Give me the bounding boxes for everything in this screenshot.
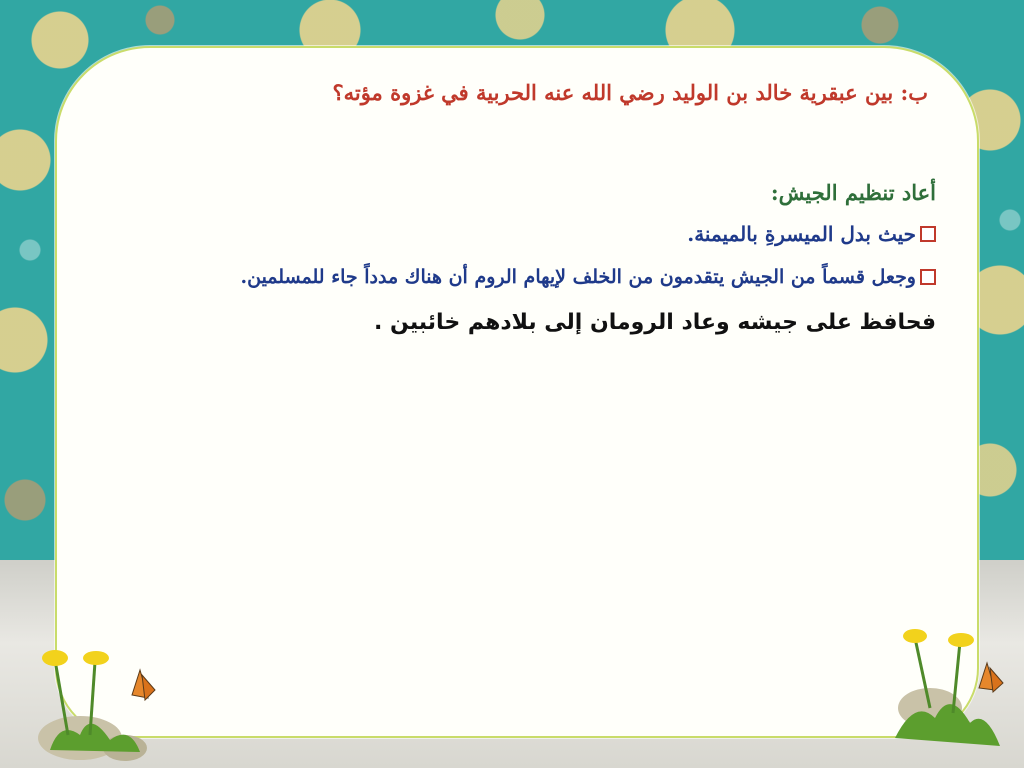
heading-text: أعاد تنظيم الجيش: xyxy=(770,180,936,205)
bullet-item xyxy=(240,266,936,288)
question-text: ب: بين عبقرية خالد بن الوليد رضي الله عنه الحربية في غزوة مؤته؟ xyxy=(332,80,928,105)
checkbox-icon xyxy=(920,269,936,285)
flowers-butterfly-left-icon xyxy=(20,640,190,765)
content-card xyxy=(55,46,979,738)
conclusion-text: فحافظ على جيشه وعاد الرومان إلى بلادهم خائبين . xyxy=(374,310,936,335)
bullet-text: حيث بدل الميسرةِ بالميمنة. xyxy=(687,222,916,246)
bullet-text: وجعل قسماً من الجيش يتقدمون من الخلف لإيهام الروم أن هناك مدداً جاء للمسلمين. xyxy=(240,266,916,288)
checkbox-icon xyxy=(920,226,936,242)
flowers-butterfly-right-icon xyxy=(875,628,1020,763)
bullet-item xyxy=(687,222,936,246)
